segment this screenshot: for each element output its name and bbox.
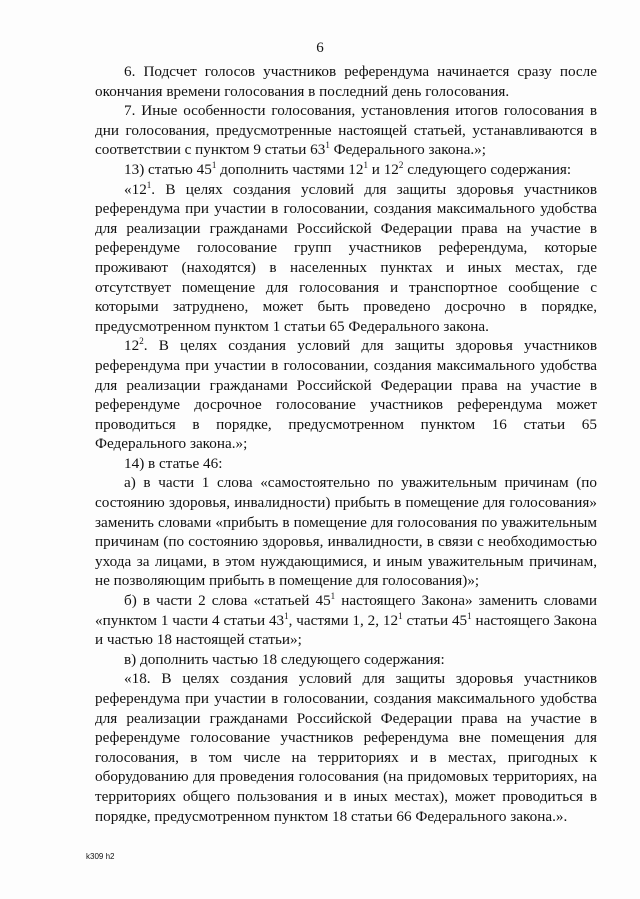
superscript: 1 [330, 591, 336, 602]
paragraph [95, 180, 597, 337]
text-run: 7. Иные особенности голосования, установления итогов голосования в дни голосования, предусмотренные настоящей статьей, устанавливаются в соответствии с пунктом 9 статьи 63 [95, 102, 597, 159]
text-run: следующего содержания: [403, 160, 572, 178]
superscript: 1 [146, 179, 152, 190]
paragraph [95, 473, 597, 591]
paragraph [95, 160, 597, 180]
text-run: . В целях создания условий для защиты здоровья участников референдума при участии в голосовании, создания максимального удобства для реализации гражданами Российской Федерации права на участие в референдуме досрочное голосование участников референдума может проводиться в порядке, предусмотренном пунктом 16 статьи 65 Федерального закона.»; [95, 337, 597, 453]
text-run: настоящего Закона и частью 18 настоящей статьи»; [95, 611, 597, 649]
superscript: 2 [398, 159, 404, 170]
text-run: 14) в статье 46: [124, 454, 223, 472]
text-run: 13) статью 45 [124, 160, 212, 178]
superscript: 1 [363, 159, 368, 170]
text-run: б) в части 2 слова «статьей 45 [124, 592, 331, 610]
paragraph [95, 62, 597, 101]
paragraph [95, 669, 597, 826]
superscript: 1 [467, 610, 472, 621]
paragraph [95, 591, 597, 650]
superscript: 1 [398, 610, 403, 621]
paragraph [95, 336, 597, 454]
text-run: дополнить частями 12 [216, 160, 364, 178]
paragraph [95, 454, 597, 474]
text-run: «12 [124, 180, 147, 198]
page-number: 6 [316, 40, 324, 56]
superscript: 1 [284, 610, 289, 621]
text-run: , частями 1, 2, 12 [288, 611, 399, 629]
document-body [95, 62, 597, 826]
text-run: 6. Подсчет голосов участников референдума начинается сразу после окончания времени голосования в последний день голосования. [95, 63, 597, 100]
footer-code: k309 h2 [86, 852, 115, 861]
superscript: 1 [211, 159, 217, 170]
paragraph [95, 650, 597, 670]
text-run: настоящего Закона» заменить словами «пунктом 1 части 4 статьи 43 [95, 592, 597, 629]
text-run: . В целях создания условий для защиты здоровья участников референдума при участии в голосовании, создания максимального удобства для реализации гражданами Российской Федерации права на участие в референдуме голосование групп участников референдума, которые проживают (находятся) в населенных пунктах и иных местах, где отсутствует помещение для голосования и транспортное сообщение с которыми затруднено, может быть проведено досрочно в порядке, предусмотренном пунктом 1 статьи 65 Федерального закона. [95, 180, 597, 335]
text-run: а) в части 1 слова «самостоятельно по уважительным причинам (по состоянию здоровья, инвалидности) прибыть в помещение для голосования» заменить словами «прибыть в помещение для голосования по уважительным причинам (по состоянию здоровья, инвалидности, в связи с необходимостью ухода за лицами, в этом нуждающимися, и иным уважительным причинам, не позволяющим прибыть в помещение для голосования)»; [95, 474, 597, 590]
paragraph [95, 101, 597, 160]
text-run: и 12 [367, 160, 399, 178]
text-run: 12 [124, 337, 140, 355]
text-run: «18. В целях создания условий для защиты здоровья участников референдума при участии в голосовании, создания максимального удобства для реализации гражданами Российской Федерации права на участие в референдуме голосование участников референдума вне помещения для голосования, в том числе на территориях и в местах, пригодных к оборудованию для проведения голосования (на придомовых территориях, на территориях общего пользования и в иных местах), может проводиться в порядке, предусмотренном пунктом 18 статьи 66 Федерального закона.». [95, 670, 597, 825]
text-run: в) дополнить частью 18 следующего содержания: [124, 650, 445, 668]
superscript: 1 [325, 140, 330, 151]
text-run: Федерального закона.»; [329, 141, 486, 159]
text-run: статьи 45 [402, 611, 468, 629]
superscript: 2 [139, 336, 144, 347]
